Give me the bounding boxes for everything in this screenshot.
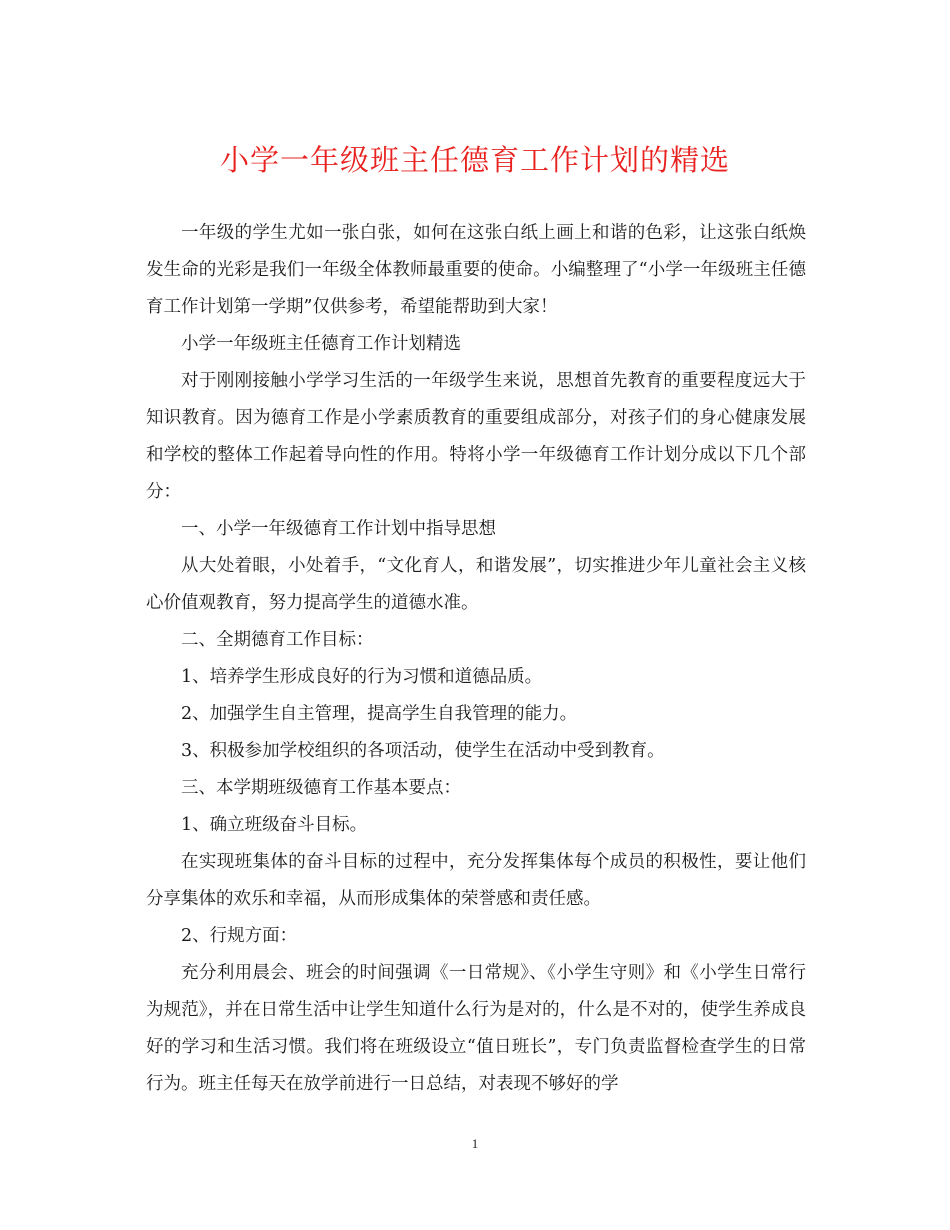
page-number: 1 bbox=[471, 1136, 479, 1151]
goal-item-3: 3、积极参加学校组织的各项活动，使学生在活动中受到教育。 bbox=[181, 741, 665, 761]
heading-guiding-thought: 一、小学一年级德育工作计划中指导思想 bbox=[181, 519, 496, 539]
paragraph-overview: 对于刚刚接触小学学习生活的一年级学生来说，思想首先教育的重要程度远大于知识教育。因为德育工作是小学素质教育的重要组成部分，对孩子们的身心健康发展和学校的整体工作起着导向性的作用。特将小学一年级德育工作计划分成以下几个部分： bbox=[146, 371, 806, 502]
paragraph-guiding-thought: 从大处着眼，小处着手，“文化育人，和谐发展”，切实推进少年儿童社会主义核心价值观教育，努力提高学生的道德水准。 bbox=[146, 556, 806, 613]
paragraph-subtitle: 小学一年级班主任德育工作计划精选 bbox=[181, 334, 461, 354]
document-body bbox=[146, 215, 806, 1103]
heading-key-points: 三、本学期班级德育工作基本要点： bbox=[181, 778, 461, 798]
paragraph-class-goal: 在实现班集体的奋斗目标的过程中，充分发挥集体每个成员的积极性，要让他们分享集体的欢乐和幸福，从而形成集体的荣誉感和责任感。 bbox=[146, 852, 806, 909]
goal-item-1: 1、培养学生形成良好的行为习惯和道德品质。 bbox=[181, 667, 543, 687]
goal-item-2: 2、加强学生自主管理，提高学生自我管理的能力。 bbox=[181, 704, 578, 724]
key-point-2: 2、行规方面： bbox=[181, 926, 298, 946]
document-title: 小学一年级班主任德育工作计划的精选 bbox=[219, 143, 730, 177]
key-point-1: 1、确立班级奋斗目标。 bbox=[181, 815, 368, 835]
paragraph-behavior-rules: 充分利用晨会、班会的时间强调《一日常规》、《小学生守则》和《小学生日常行为规范》，并在日常生活中让学生知道什么行为是对的，什么是不对的，使学生养成良好的学习和生活习惯。我们将在班级设立“值日班长”，专门负责监督检查学生的日常行为。班主任每天在放学前进行一日总结，对表现不够好的学 bbox=[146, 963, 806, 1094]
heading-goals: 二、全期德育工作目标： bbox=[181, 630, 374, 650]
paragraph-intro: 一年级的学生尤如一张白张，如何在这张白纸上画上和谐的色彩，让这张白纸焕发生命的光彩是我们一年级全体教师最重要的使命。小编整理了“小学一年级班主任德育工作计划第一学期”仅供参考，希望能帮助到大家！ bbox=[146, 223, 806, 317]
